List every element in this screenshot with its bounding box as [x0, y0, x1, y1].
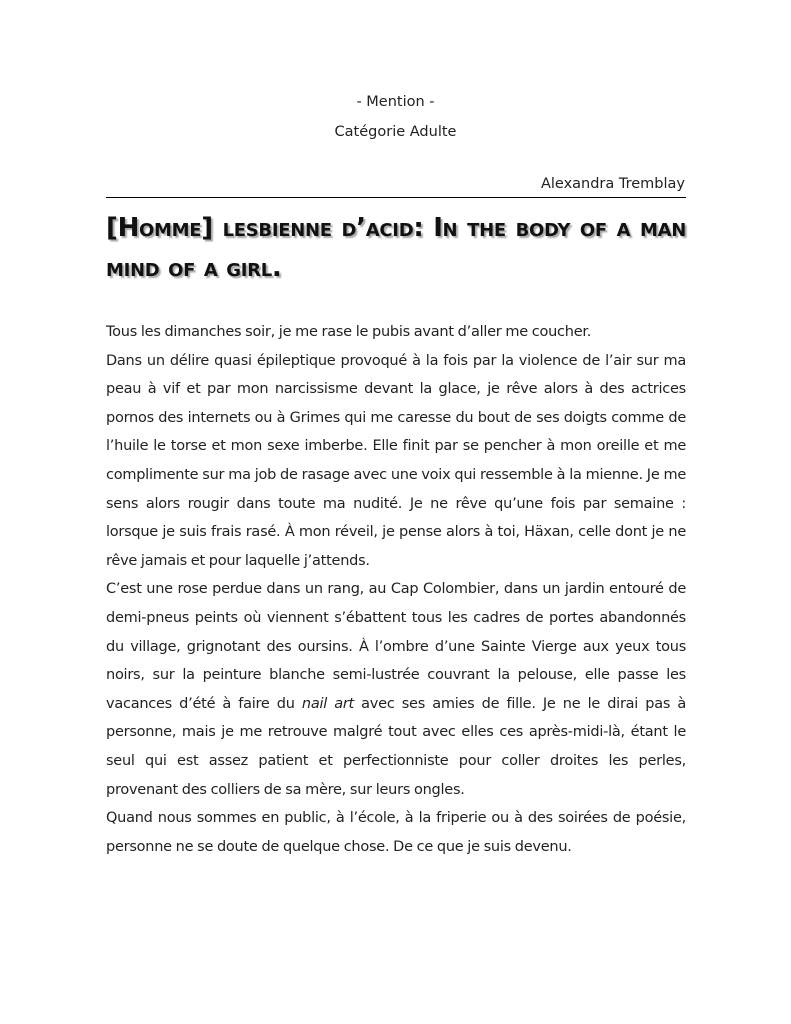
category-label: Catégorie Adulte	[334, 124, 457, 140]
document-body	[106, 318, 686, 861]
paragraph-2: Dans un délire quasi épileptique provoqué à la fois par la violence de l’air sur ma peau à vif et par mon narcissisme devant la glace, je rêve alors à des actrices pornos des internets ou à Grimes qui me caresse du bout de ses doigts comme de l’huile le torse et mon sexe imberbe. Elle finit par se pencher à mon oreille et me complimente sur ma job de rasage avec une voix qui ressemble à la mienne. Je me sens alors rougir dans toute ma nudité. Je ne rêve qu’une fois par semaine : lorsque je suis frais rasé. À mon réveil, je pense alors à toi, Häxan, celle dont je ne rêve jamais et pour laquelle j’attends.	[106, 352, 686, 569]
mention-label: - Mention -	[356, 94, 435, 110]
paragraph-3	[106, 575, 686, 804]
title-divider	[106, 197, 686, 198]
author-name: Alexandra Tremblay	[540, 176, 685, 192]
paragraph-4: Quand nous sommes en public, à l’école, à la friperie ou à des soirées de poésie, personne ne se doute de quelque chose. De ce que je suis devenu.	[106, 810, 686, 855]
paragraph-3-text-end: avec ses amies de fille. Je ne le dirai pas à personne, mais je me retrouve malgré tout avec elles ces après-midi-là, étant le seul qui est assez patient et perfectionniste pour coller droites les perles, provenant des colliers de sa mère, sur leurs ongles.	[106, 695, 686, 798]
paragraph-3-italic-term: nail art	[301, 695, 354, 712]
paragraph-3-text-start: C’est une rose perdue dans un rang, au Cap Colombier, dans un jardin entouré de demi-pneus peints où viennent s’ébattent tous les cadres de portes abandonnés du village, grignotant des oursins. À l’ombre d’une Sainte Vierge aux yeux tous noirs, sur la peinture blanche semi-lustrée couvrant la pelouse, elle passe les vacances d’été à faire du	[106, 581, 686, 712]
paragraph-1: Tous les dimanches soir, je me rase le pubis avant d’aller me coucher.	[106, 324, 592, 340]
document-title: [Homme] lesbienne d’acid: In the body of a man mind of a girl.	[106, 213, 686, 283]
